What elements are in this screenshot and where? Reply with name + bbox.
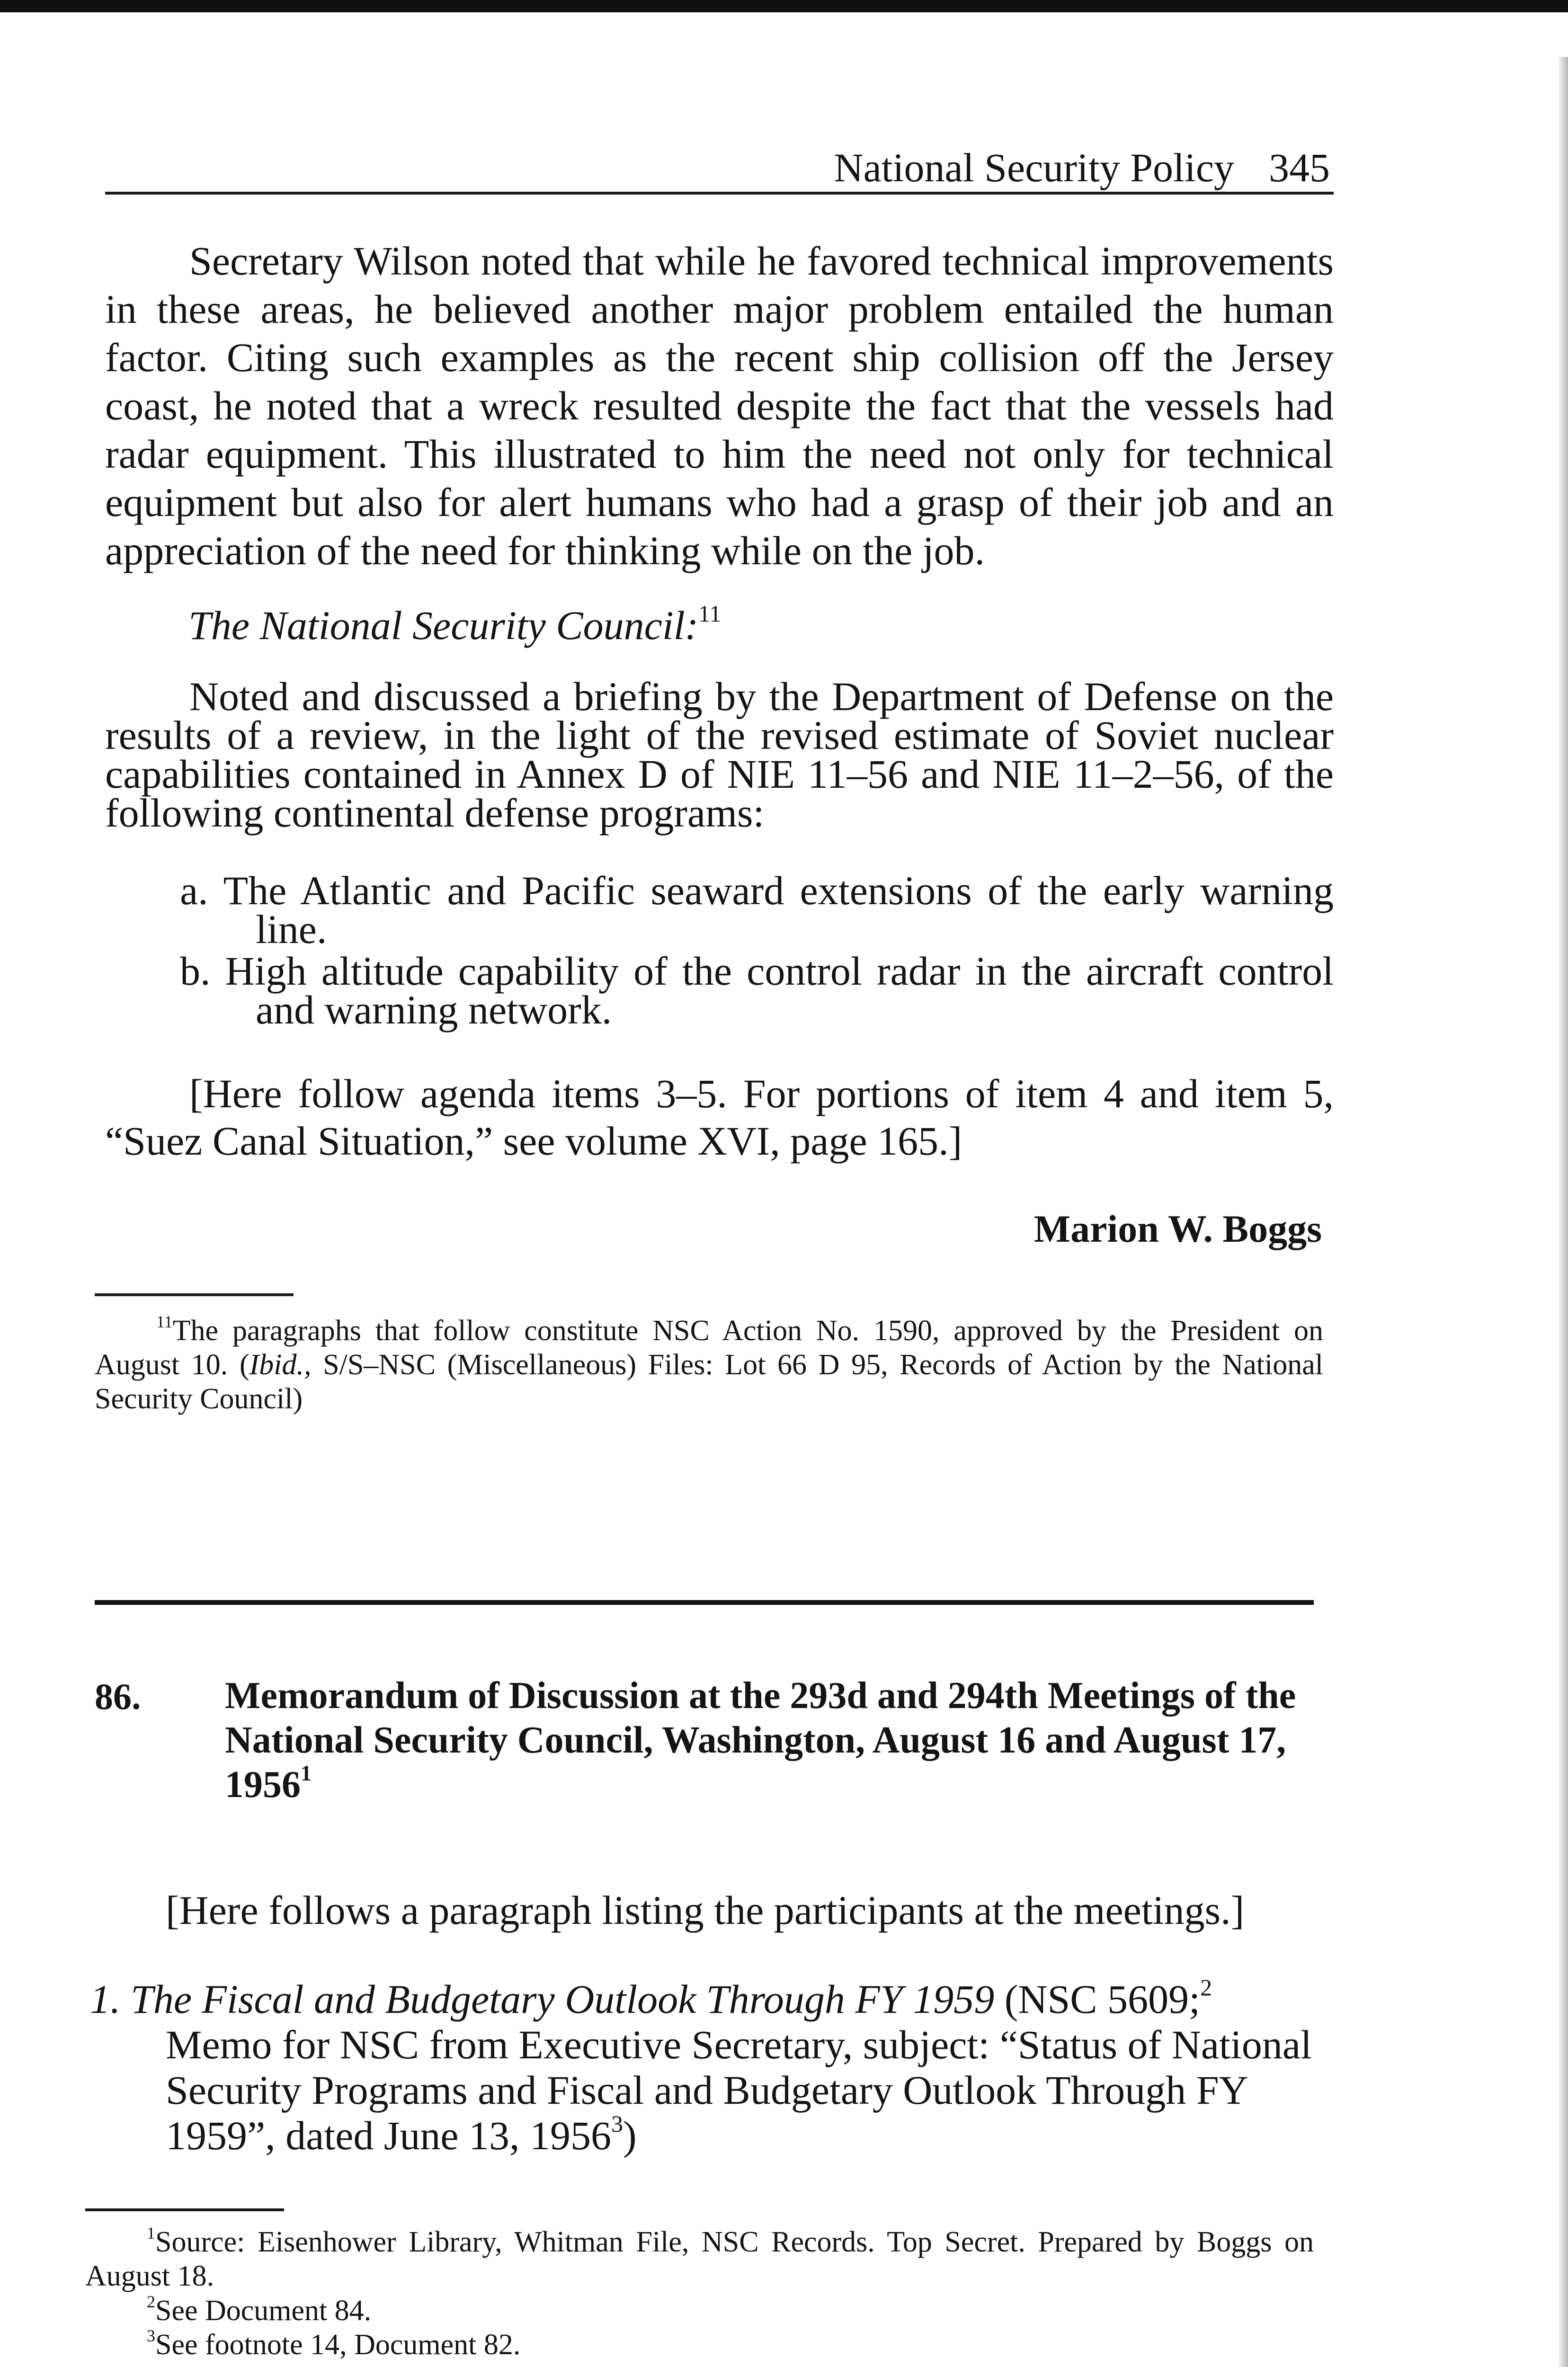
- right-scan-edge: [1559, 57, 1568, 2367]
- agenda-note: [Here follow agenda items 3–5. For portions of item 4 and item 5, “Suez Canal Situation,” see volume XVI, page 165.]: [105, 1071, 1334, 1164]
- footnote-11-number: 11: [156, 1312, 173, 1331]
- footnote-doc86-1-text: Source: Eisenhower Library, Whitman File, NSC Records. Top Secret. Prepared by Boggs on August 18.: [85, 2226, 1314, 2292]
- agenda-item-1-ref: (NSC 5609;: [994, 1976, 1201, 2022]
- footnote-ref-11[interactable]: 11: [698, 600, 722, 627]
- footnote-doc86-2: [85, 2294, 1314, 2328]
- footnote-11: [95, 1314, 1323, 1416]
- wilson-paragraph: Secretary Wilson noted that while he favored technical improvements in these areas, he believed another major problem entailed the human factor. Citing such examples as the recent ship collision off the Jersey coast, he noted that a wreck resulted despite the fact that the vessels had radar equipment. This illustrated to him the need not only for technical equipment but also for alert humans who had a grasp of their job and an appreciation of the need for thinking while on the job.: [105, 238, 1334, 573]
- nsc-heading-text: The National Security Council:: [188, 603, 699, 648]
- agenda-item-1: [90, 1976, 1316, 2158]
- document-number: 86.: [95, 1676, 141, 1717]
- footnote-11-text-a: The paragraphs that follow constitute NSC Action No. 1590, approved by the President on August 10. (: [95, 1315, 1323, 1381]
- footnote-ref-3[interactable]: 3: [611, 2110, 623, 2137]
- running-header: [105, 135, 1334, 195]
- footnote-doc86-3-text: See footnote 14, Document 82.: [155, 2329, 521, 2361]
- footnote-ref-1[interactable]: 1: [301, 1762, 312, 1786]
- top-scan-border: [0, 0, 1568, 12]
- nsc-heading: [188, 601, 1230, 650]
- program-item-b: b. High altitude capability of the control radar in the aircraft control and warning network.: [180, 948, 1334, 1032]
- document-separator: [95, 1600, 1314, 1605]
- footnote-ref-2[interactable]: 2: [1200, 1974, 1212, 2001]
- footnote-rule-doc86: [85, 2208, 284, 2211]
- footnote-doc86-2-number: 2: [147, 2292, 155, 2311]
- footnote-doc86-1-number: 1: [147, 2223, 155, 2242]
- participants-note: [Here follows a paragraph listing the participants at the meetings.]: [166, 1887, 1245, 1933]
- signature: Marion W. Boggs: [1033, 1207, 1322, 1250]
- footnote-rule: [95, 1293, 294, 1296]
- footnote-doc86-3: [85, 2328, 1314, 2362]
- footnote-11-text-b: S/S–NSC (Miscellaneous) Files: Lot 66 D 95, Records of Action by the National Security Council): [95, 1349, 1323, 1415]
- document-title: [225, 1673, 1314, 1807]
- footnote-doc86-2-text: See Document 84.: [155, 2295, 372, 2327]
- footnote-doc86-3-number: 3: [147, 2326, 155, 2345]
- agenda-item-1-title: 1. The Fiscal and Budgetary Outlook Through FY 1959: [90, 1976, 995, 2022]
- running-title: National Security Policy: [834, 145, 1234, 190]
- footnote-11-ibid: Ibid.,: [249, 1349, 312, 1381]
- document-title-text: Memorandum of Discussion at the 293d and 294th Meetings of the National Security Council, Washington, August 16 and August 17, 1956: [225, 1675, 1296, 1806]
- nsc-action-paragraph: Noted and discussed a briefing by the Department of Defense on the results of a review, in the light of the revised estimate of Soviet nuclear capabilities contained in Annex D of NIE 11–56 and NIE 11–2–56, of the following continental defense programs:: [105, 674, 1334, 836]
- page-number: 345: [1269, 145, 1330, 190]
- agenda-item-1-close: ): [623, 2113, 637, 2158]
- agenda-item-1-memo: Memo for NSC from Executive Secretary, subject: “Status of National Security Programs and Fiscal and Budgetary Outlook Through FY 1959”, dated June 13, 1956: [166, 2022, 1312, 2158]
- footnote-doc86-1: [85, 2225, 1314, 2293]
- program-item-a: a. The Atlantic and Pacific seaward extensions of the early warning line.: [180, 868, 1334, 952]
